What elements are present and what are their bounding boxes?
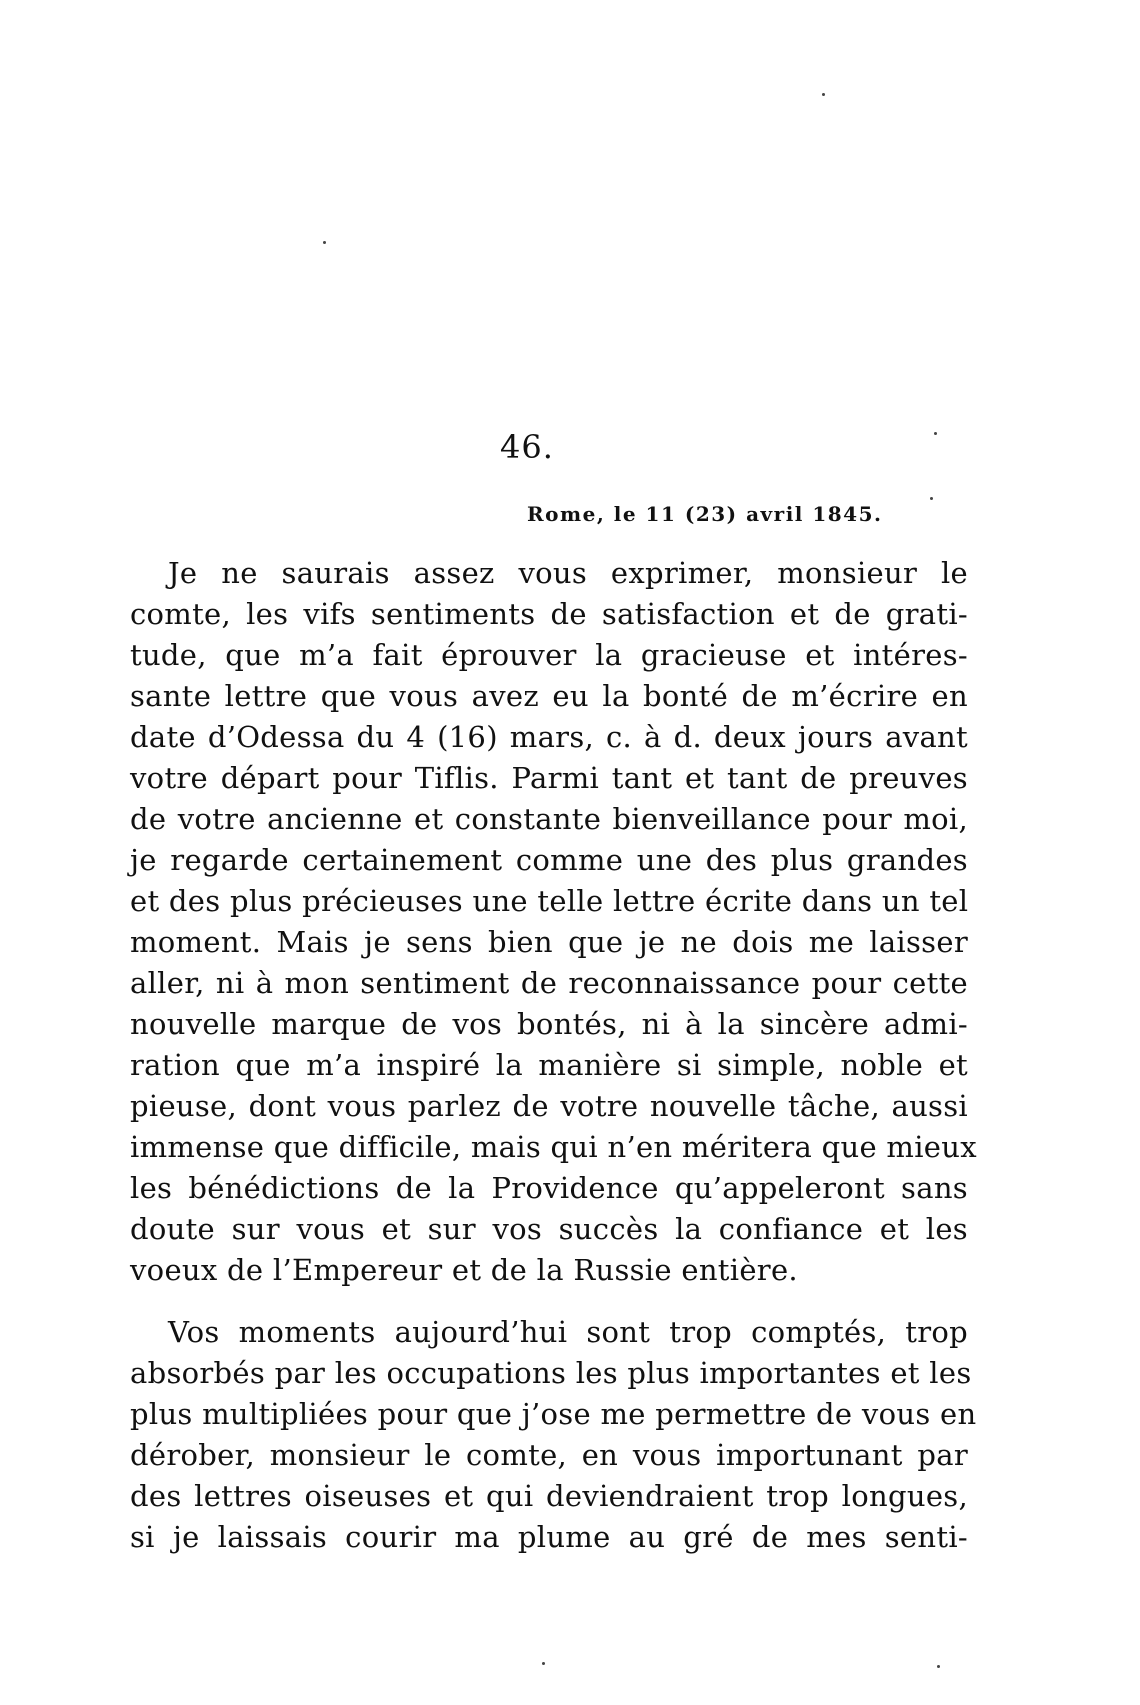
text-line: de votre ancienne et constante bienveillance pour moi, [130,802,968,836]
text-line: votre départ pour Tiflis. Parmi tant et tant de preuves [130,761,968,795]
text-line: immense que difficile, mais qui n’en méritera que mieux [130,1130,977,1164]
text-line: doute sur vous et sur vos succès la confiance et les [130,1212,968,1246]
text-line: si je laissais courir ma plume au gré de mes senti- [130,1520,968,1554]
text-line: Je ne saurais assez vous exprimer, monsieur le [168,556,968,590]
text-line: plus multipliées pour que j’ose me permettre de vous en [130,1397,977,1431]
paragraph-1 [130,553,977,1291]
text-line: Vos moments aujourd’hui sont trop comptés, trop [168,1315,968,1349]
paragraph-2 [130,1312,977,1558]
text-line: date d’Odessa du 4 (16) mars, c. à d. deux jours avant [130,720,968,754]
text-line: tude, que m’a fait éprouver la gracieuse et intéres- [130,638,968,672]
text-line: moment. Mais je sens bien que je ne dois me laisser [130,925,968,959]
scan-speck [323,241,326,244]
text-line: comte, les vifs sentiments de satisfaction et de grati- [130,597,968,631]
scan-speck [934,432,937,435]
text-line: aller, ni à mon sentiment de reconnaissance pour cette [130,966,968,1000]
text-line: et des plus précieuses une telle lettre écrite dans un tel [130,884,969,918]
text-line: pieuse, dont vous parlez de votre nouvelle tâche, aussi [130,1089,968,1123]
letter-number: 46. [500,428,554,466]
text-line: voeux de l’Empereur et de la Russie entière. [130,1253,798,1287]
dateline: Rome, le 11 (23) avril 1845. [527,502,883,526]
text-line: nouvelle marque de vos bontés, ni à la sincère admi- [130,1007,968,1041]
scan-speck [937,1665,940,1668]
text-line: absorbés par les occupations les plus importantes et les [130,1356,972,1390]
text-line: dérober, monsieur le comte, en vous importunant par [130,1438,968,1472]
text-line: des lettres oiseuses et qui deviendraient trop longues, [130,1479,968,1513]
text-line: je regarde certainement comme une des plus grandes [130,843,968,877]
text-line: les bénédictions de la Providence qu’appeleront sans [130,1171,968,1205]
scan-speck [822,93,825,96]
text-line: sante lettre que vous avez eu la bonté de m’écrire en [130,679,968,713]
text-line: ration que m’a inspiré la manière si simple, noble et [130,1048,968,1082]
scan-speck [930,497,933,500]
scan-speck [542,1662,545,1665]
